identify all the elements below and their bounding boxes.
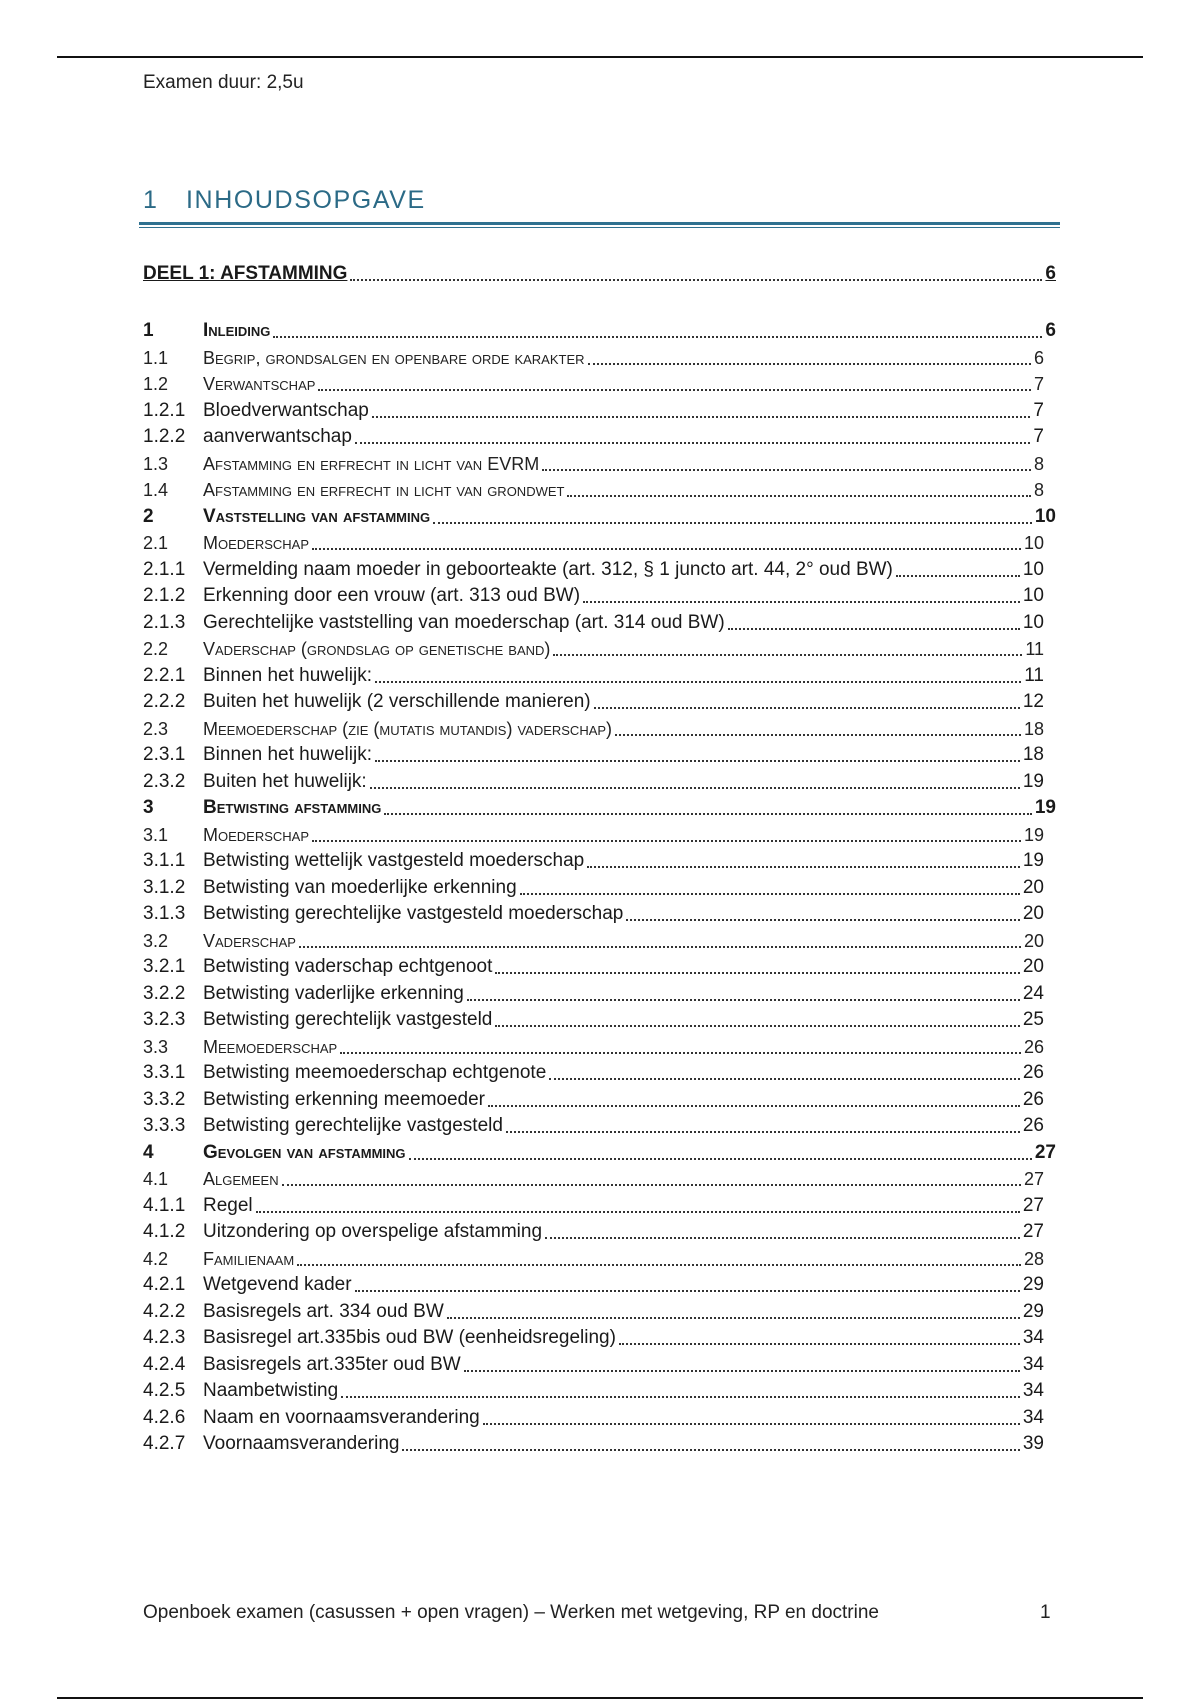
toc-entry[interactable]: [143, 609, 1056, 637]
toc-entry-page: 19: [1023, 824, 1044, 845]
toc-entry-title: Uitzondering op overspelige afstamming: [203, 1221, 543, 1242]
toc-entry-page: 19: [1022, 770, 1044, 792]
toc-entry-page: 27: [1023, 1169, 1044, 1189]
toc-dot-leader: [520, 892, 1020, 895]
toc-entry[interactable]: [143, 953, 1056, 981]
toc-entry[interactable]: [143, 847, 1056, 875]
toc-entry[interactable]: [143, 1298, 1056, 1326]
toc-dot-leader: [483, 1422, 1020, 1425]
toc-entry[interactable]: [143, 1033, 1056, 1061]
toc-entry-title: Moederschap: [203, 533, 310, 553]
toc-entry-number: 4.2.2: [143, 1300, 186, 1322]
toc-dot-leader: [545, 1236, 1020, 1239]
toc-entry[interactable]: [143, 635, 1056, 663]
toc-dot-leader: [626, 918, 1020, 921]
toc-entry-page: 27: [1022, 1194, 1044, 1216]
toc-entry-number: 2: [143, 505, 154, 527]
toc-entry-page: 11: [1024, 664, 1044, 686]
toc-entry-title: Afstamming en erfrecht in licht van grondwet: [203, 480, 565, 500]
toc-dot-leader: [553, 653, 1022, 656]
toc-entry-title: Betwisting meemoederschap echtgenote: [203, 1062, 547, 1083]
toc-entry[interactable]: [143, 1192, 1056, 1220]
toc-entry[interactable]: [143, 688, 1056, 716]
toc-dot-leader: [384, 812, 1032, 815]
toc-entry-page: 20: [1022, 903, 1044, 924]
toc-entry[interactable]: [143, 476, 1056, 504]
toc-entry-number: 1.4: [143, 480, 169, 500]
toc-entry-number: 4: [143, 1141, 154, 1163]
toc-entry-number: 3.2.3: [143, 1009, 186, 1030]
toc-entry[interactable]: [143, 1377, 1056, 1405]
toc-entry[interactable]: [143, 582, 1056, 610]
toc-dot-leader: [297, 1263, 1021, 1266]
toc-entry-title: Buiten het huwelijk (2 verschillende manieren): [203, 691, 591, 712]
toc-entry-title: Basisregels art. 334 oud BW: [203, 1300, 444, 1322]
toc-entry[interactable]: [143, 927, 1056, 955]
toc-entry[interactable]: [143, 423, 1056, 451]
toc-entry-title: Buiten het huwelijk:: [203, 770, 367, 792]
toc-heading: [143, 186, 426, 215]
toc-entry-number: 3.2: [143, 930, 169, 951]
toc-entry[interactable]: [143, 1112, 1056, 1140]
toc-entry-title: Begrip, grondsalgen en openbare orde karakter: [203, 347, 585, 368]
toc-dot-leader: [896, 574, 1020, 577]
toc-entry[interactable]: [143, 1351, 1056, 1379]
heading-rule-thin: [139, 227, 1060, 228]
toc-entry-page: 24: [1022, 982, 1044, 1004]
toc-entry[interactable]: [143, 768, 1056, 796]
toc-entry-page: 26: [1022, 1062, 1044, 1083]
toc-entry-title: Vaststelling van afstamming: [203, 505, 431, 527]
toc-entry-page: 20: [1023, 930, 1044, 951]
toc-entry-page: 8: [1033, 453, 1044, 474]
toc-entry-page: 29: [1022, 1274, 1044, 1295]
toc-entry-title: Meemoederschap (zie (mutatis mutandis) vaderschap): [203, 718, 613, 739]
toc-entry-page: 27: [1022, 1221, 1044, 1242]
toc-dot-leader: [375, 759, 1020, 762]
toc-entry[interactable]: [143, 529, 1056, 557]
toc-dot-leader: [583, 600, 1020, 603]
toc-dot-leader: [615, 733, 1021, 736]
toc-entry-page: 6: [1045, 263, 1056, 284]
toc-dot-leader: [282, 1183, 1021, 1186]
toc-entry-page: 20: [1022, 956, 1044, 977]
toc-entry-page: 34: [1022, 1406, 1044, 1428]
toc-entry-page: 26: [1023, 1036, 1044, 1057]
toc-entry-page: 26: [1022, 1088, 1044, 1110]
toc-entry-number: 3.3.1: [143, 1062, 186, 1083]
toc-entry[interactable]: [143, 1404, 1056, 1432]
toc-entry-title: Betwisting gerechtelijke vastgesteld moederschap: [203, 903, 624, 924]
toc-entry-page: 34: [1022, 1327, 1044, 1348]
toc-entry[interactable]: [143, 1086, 1056, 1114]
toc-entry-title: Moederschap: [203, 824, 310, 845]
toc-dot-leader: [464, 1369, 1020, 1372]
toc-entry-page: 10: [1023, 533, 1044, 553]
toc-entry[interactable]: [143, 317, 1056, 345]
toc-dot-leader: [299, 945, 1021, 948]
toc-dot-leader: [312, 547, 1021, 550]
toc-entry-number: 4.2.4: [143, 1353, 186, 1375]
toc-entry-number: 2.2.2: [143, 691, 186, 712]
toc-dot-leader: [467, 998, 1020, 1001]
toc-entry[interactable]: [143, 821, 1056, 849]
toc-entry-number: 3.3.3: [143, 1115, 186, 1136]
toc-entry[interactable]: [143, 1218, 1056, 1246]
toc-entry-page: 26: [1022, 1115, 1044, 1136]
toc-entry[interactable]: [143, 503, 1056, 531]
toc-entry-title: Betwisting van moederlijke erkenning: [203, 876, 517, 898]
toc-entry[interactable]: [143, 344, 1056, 372]
toc-entry-title: Meemoederschap: [203, 1036, 338, 1057]
toc-entry-title: Gevolgen van afstamming: [203, 1141, 406, 1163]
toc-entry[interactable]: [143, 1245, 1056, 1273]
toc-entry[interactable]: [143, 715, 1056, 743]
toc-entry-title: aanverwantschap: [203, 426, 352, 447]
footer-rule: [57, 1697, 1143, 1699]
toc-dot-leader: [372, 415, 1031, 418]
toc-entry-number: 4.2: [143, 1248, 169, 1269]
toc-entry-number: 3.1.1: [143, 850, 186, 871]
toc-entry-title: Algemeen: [203, 1169, 279, 1189]
toc-entry-page: 29: [1022, 1300, 1044, 1322]
toc-entry-title: Wetgevend kader: [203, 1274, 352, 1295]
toc-dot-leader: [495, 1024, 1019, 1027]
toc-dot-leader: [355, 441, 1030, 444]
toc-entry-page: 34: [1022, 1353, 1044, 1375]
toc-entry-page: 10: [1022, 585, 1044, 606]
toc-entry-number: 4.2.7: [143, 1433, 186, 1454]
toc-dot-leader: [318, 388, 1031, 391]
toc-entry-number: 2.2.1: [143, 664, 186, 686]
toc-entry[interactable]: [143, 1271, 1056, 1299]
toc-entry-page: 7: [1033, 374, 1044, 394]
toc-entry-title: Naambetwisting: [203, 1380, 339, 1401]
toc-entry-page: 6: [1033, 347, 1044, 368]
toc-entry[interactable]: [143, 556, 1056, 584]
toc-entry-page: 39: [1022, 1433, 1044, 1454]
toc-entry-number: 1.2.2: [143, 426, 186, 447]
toc-dot-leader: [375, 680, 1021, 683]
toc-entry-page: 25: [1022, 1009, 1044, 1030]
toc-entry-number: 4.1: [143, 1169, 169, 1189]
toc-entry-title: Erkenning door een vrouw (art. 313 oud BW): [203, 585, 581, 606]
toc-entry-number: 4.2.3: [143, 1327, 186, 1348]
toc-entry-title: Familienaam: [203, 1248, 295, 1269]
header-rule: [57, 56, 1143, 58]
toc-entry-title: Betwisting vaderlijke erkenning: [203, 982, 464, 1004]
toc-entry-title: Binnen het huwelijk:: [203, 664, 372, 686]
toc-entry-number: 4.2.5: [143, 1380, 186, 1401]
toc-entry-page: 8: [1033, 480, 1044, 500]
header-exam-duration: Examen duur: 2,5u: [143, 72, 304, 93]
toc-entry[interactable]: [143, 741, 1056, 769]
toc-entry-title: Naam en voornaamsverandering: [203, 1406, 480, 1428]
toc-dot-leader: [273, 335, 1042, 338]
toc-entry-title: Betwisting vaderschap echtgenoot: [203, 956, 493, 977]
toc-entry-number: 1.3: [143, 453, 169, 474]
toc-dot-leader: [409, 1157, 1032, 1160]
toc-entry-title: Inleiding: [203, 320, 271, 341]
toc-entry-number: 1.2: [143, 374, 169, 394]
toc-entry-number: 2.1.2: [143, 585, 186, 606]
toc-entry-number: 2.1.1: [143, 558, 186, 580]
toc-entry[interactable]: [143, 1324, 1056, 1352]
toc-entry[interactable]: [143, 900, 1056, 928]
toc-entry-number: 1.1: [143, 347, 169, 368]
toc-entry-page: 18: [1023, 718, 1044, 739]
toc-entry-title: Vaderschap (grondslag op genetische band): [203, 639, 551, 659]
toc-dot-leader: [588, 362, 1031, 365]
toc-dot-leader: [488, 1104, 1020, 1107]
toc-entry-number: 4.1.2: [143, 1221, 186, 1242]
toc-dot-leader: [340, 1051, 1021, 1054]
toc-entry-number: 4.1.1: [143, 1194, 186, 1216]
toc-entry-number: 4.2.6: [143, 1406, 186, 1428]
toc-entry-number: 3.3.2: [143, 1088, 186, 1110]
toc-entry-title: Vermelding naam moeder in geboorteakte (art. 312, § 1 juncto art. 44, 2° oud BW): [203, 558, 893, 580]
toc-entry-page: 6: [1045, 320, 1056, 341]
toc-entry[interactable]: [143, 1006, 1056, 1034]
toc-entry-page: 11: [1025, 639, 1044, 659]
toc-entry[interactable]: [143, 874, 1056, 902]
toc-entry-number: 2.1.3: [143, 611, 186, 633]
toc-entry[interactable]: [143, 662, 1056, 690]
toc-entry-title: Binnen het huwelijk:: [203, 744, 372, 765]
toc-entry-number: 2.3.1: [143, 744, 186, 765]
heading-title: INHOUDSOPGAVE: [186, 186, 426, 214]
toc-dot-leader: [402, 1448, 1019, 1451]
toc-entry-number: 3: [143, 797, 154, 818]
toc-entry-title: Bloedverwantschap: [203, 399, 369, 421]
footer-page-number: 1: [1040, 1602, 1051, 1623]
toc-entry-page: 12: [1022, 691, 1044, 712]
toc-entry-title: Gerechtelijke vaststelling van moederschap (art. 314 oud BW): [203, 611, 725, 633]
toc-entry[interactable]: [143, 397, 1056, 425]
toc-entry[interactable]: [143, 1139, 1056, 1167]
toc-dot-leader: [256, 1210, 1020, 1213]
toc-entry-number: 4.2.1: [143, 1274, 186, 1295]
toc-entry[interactable]: [143, 1059, 1056, 1087]
toc-dot-leader: [341, 1395, 1020, 1398]
toc-dot-leader: [542, 468, 1031, 471]
toc-entry-number: 3.2.1: [143, 956, 186, 977]
toc-dot-leader: [594, 706, 1020, 709]
toc-dot-leader: [350, 278, 1042, 281]
toc-entry[interactable]: [143, 1430, 1056, 1458]
toc-entry-page: 19: [1034, 797, 1056, 818]
toc-dot-leader: [587, 865, 1020, 868]
toc-part-entry[interactable]: [143, 260, 1056, 288]
toc-entry-title: Voornaamsverandering: [203, 1433, 400, 1454]
toc-entry-number: 3.1.2: [143, 876, 186, 898]
toc-entry-page: 10: [1022, 611, 1044, 633]
toc-entry-page: 7: [1033, 399, 1044, 421]
toc-entry-page: 10: [1034, 505, 1056, 527]
toc-entry-number: 1.2.1: [143, 399, 186, 421]
toc-dot-leader: [619, 1342, 1020, 1345]
toc-dot-leader: [506, 1130, 1020, 1133]
toc-entry[interactable]: [143, 794, 1056, 822]
toc-entry-page: 27: [1034, 1141, 1056, 1163]
toc-entry-title: Afstamming en erfrecht in licht van EVRM: [203, 453, 540, 474]
toc-entry-page: 10: [1022, 558, 1044, 580]
toc-entry-title: Betwisting gerechtelijk vastgesteld: [203, 1009, 493, 1030]
toc-entry-number: 2.2: [143, 639, 169, 659]
toc-entry-page: 34: [1022, 1380, 1044, 1401]
toc-entry-title: Betwisting gerechtelijke vastgesteld: [203, 1115, 503, 1136]
toc-dot-leader: [433, 521, 1032, 524]
toc-dot-leader: [447, 1316, 1020, 1319]
footer-text: Openboek examen (casussen + open vragen) – Werken met wetgeving, RP en doctrine: [143, 1602, 879, 1623]
toc-entry-title: DEEL 1: AFSTAMMING: [143, 263, 348, 284]
toc-entry-title: Verwantschap: [203, 374, 316, 394]
toc-entry[interactable]: [143, 980, 1056, 1008]
toc-entry-title: Betwisting afstamming: [203, 797, 382, 818]
toc-entry-page: 19: [1022, 850, 1044, 871]
toc-dot-leader: [355, 1289, 1020, 1292]
toc-entry-title: Betwisting wettelijk vastgesteld moederschap: [203, 850, 585, 871]
toc-entry-number: 1: [143, 320, 154, 341]
toc-dot-leader: [312, 839, 1021, 842]
toc-entry[interactable]: [143, 1165, 1056, 1193]
toc-entry-title: Vaderschap: [203, 930, 296, 951]
toc-entry-page: 7: [1033, 426, 1044, 447]
toc-dot-leader: [728, 627, 1020, 630]
toc-entry-title: Basisregel art.335bis oud BW (eenheidsregeling): [203, 1327, 616, 1348]
toc-entry-number: 3.3: [143, 1036, 169, 1057]
heading-rule-thick: [139, 222, 1060, 225]
toc-entry-number: 2.1: [143, 533, 169, 553]
heading-number: 1: [143, 186, 159, 214]
toc-entry-title: Betwisting erkenning meemoeder: [203, 1088, 485, 1110]
toc-entry-page: 20: [1022, 876, 1044, 898]
toc-entry-number: 3.1: [143, 824, 169, 845]
toc-entry-title: Regel: [203, 1194, 253, 1216]
toc-dot-leader: [370, 786, 1020, 789]
toc-entry-number: 2.3: [143, 718, 169, 739]
toc-entry-number: 3.2.2: [143, 982, 186, 1004]
toc-entry-number: 3.1.3: [143, 903, 186, 924]
toc-dot-leader: [549, 1077, 1020, 1080]
toc-entry-title: Basisregels art.335ter oud BW: [203, 1353, 461, 1375]
toc-entry-page: 18: [1022, 744, 1044, 765]
toc-entry[interactable]: [143, 450, 1056, 478]
toc-entry-number: 2.3.2: [143, 770, 186, 792]
toc-dot-leader: [567, 494, 1031, 497]
toc-entry-page: 28: [1023, 1248, 1044, 1269]
toc-dot-leader: [495, 971, 1019, 974]
toc-entry[interactable]: [143, 370, 1056, 398]
